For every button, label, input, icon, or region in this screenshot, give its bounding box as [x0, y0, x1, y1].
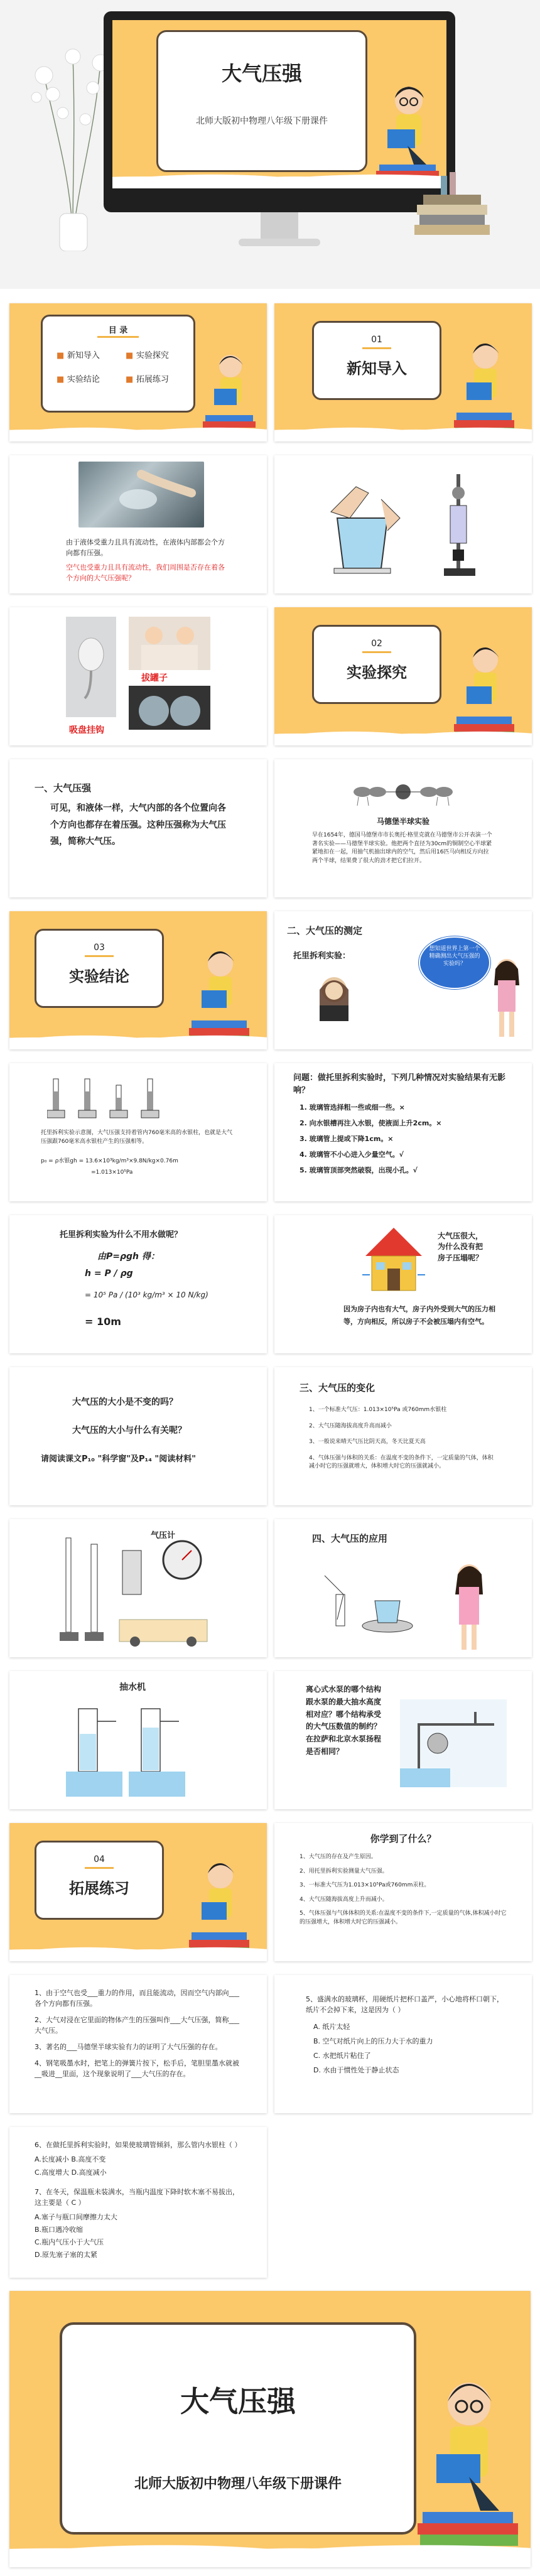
section-01-clouds — [274, 414, 532, 441]
exercise-option: D.原先塞子塞的太紧 — [35, 2251, 97, 2259]
water-formula-4: = 10m — [85, 1316, 121, 1328]
house-illustration — [362, 1225, 425, 1294]
section-01-bar — [362, 347, 391, 349]
section-02-bar — [362, 651, 391, 653]
exercise-3-list — [35, 2140, 242, 2260]
summary-list — [300, 1853, 507, 1927]
slide-intro — [9, 455, 267, 593]
calc-formula-2: =1.013×10⁵Pa — [91, 1169, 133, 1176]
centrifugal-pump-diagram — [400, 1699, 507, 1787]
change-q3: 请阅读课文P₁₀ "科学窗"及P₁₄ "阅读材料" — [41, 1454, 196, 1464]
exercise-item: 7、在冬天，保温瓶未装满水，当瓶内温度下降时软木塞不易拔出，这主要是（ C ） — [35, 2188, 239, 2207]
pump-label: 抽水机 — [119, 1682, 146, 1692]
slide-house — [274, 1215, 532, 1353]
slide-measure — [274, 911, 532, 1049]
torricelli-portrait — [312, 971, 356, 1021]
barometer-label: 气压计 — [151, 1531, 176, 1540]
magdeburg-caption: 马德堡半球实验 — [376, 817, 429, 826]
exercise-item: 5、盛满水的玻璃杯，用硬纸片把杯口盖严，小心地将杯口朝下，纸片不会掉下来，这是因为（ ） — [306, 1995, 504, 2015]
change-item: 1、一个标准大气压：1.013×10⁵Pa 或760mm水银柱 — [309, 1407, 447, 1413]
application-heading: 四、大气压的应用 — [312, 1533, 388, 1544]
exercise-1-list — [35, 1988, 242, 2079]
slide-section-02 — [274, 607, 532, 745]
question-item: 4. 玻璃管不小心进入少量空气。√ — [300, 1150, 404, 1159]
slide-final — [9, 2291, 531, 2567]
section-03-num: 03 — [94, 943, 105, 953]
summary-item: 1、大气压的存在及产生原因。 — [300, 1854, 377, 1860]
monitor — [104, 11, 455, 212]
measure-heading: 二、大气压的测定 — [287, 925, 363, 936]
water-formula-1: 由P=ρgh 得： — [97, 1252, 159, 1262]
exercise-option: A.长度减小 B.高度不变 — [35, 2155, 106, 2164]
speech-bubble-text: 想知道世界上第一个精确测出大气压强的实验吗？ — [429, 946, 480, 968]
section-03-clouds — [9, 1022, 267, 1049]
exercise-option: D. 水由于惯性处于静止状态 — [313, 2066, 399, 2075]
summary-heading: 你学到了什么？ — [370, 1833, 436, 1844]
house-question: 大气压很大，为什么没有把房子压塌呢？ — [438, 1231, 483, 1262]
change-q2: 大气压的大小与什么有关呢？ — [72, 1426, 186, 1436]
slide-exercise-3 — [9, 2127, 267, 2278]
change-item: 3、一般说来晴天气压比阴天高，冬天比夏天高 — [309, 1439, 426, 1445]
application-illustrations — [312, 1557, 513, 1651]
slide-question — [274, 1063, 532, 1201]
exercise-option: A.塞子与瓶口间摩擦力太大 — [35, 2213, 117, 2222]
water-formula-3: = 10⁵ Pa / (10³ kg/m³ × 10 N/kg) — [85, 1291, 208, 1299]
exercise-item: 3、著名的___马德堡半球实验有力的证明了大气压强的存在。 — [35, 2043, 222, 2052]
books-decoration — [408, 163, 496, 245]
slide-pump — [9, 1671, 267, 1809]
house-body: 因为房子内也有大气，房子内外受到大气的压力相等，方向相反，所以房子不会被压塌内有空气。 — [343, 1305, 495, 1326]
calc-text: 托里拆利实验示意图，大气压强支持着管内760毫米高的水银柱，也就是大气压强跟760毫米高水银柱产生的压强相等。 — [41, 1130, 233, 1145]
section-02-title: 实验探究 — [347, 664, 407, 681]
cupping-label: 拔罐子 — [141, 673, 168, 683]
exercise-option: A. 纸片太轻 — [313, 2023, 350, 2032]
slide-summary — [274, 1823, 532, 1961]
toc-heading: 目 录 — [108, 326, 128, 335]
slide-toc — [9, 303, 267, 441]
question-list — [300, 1102, 513, 1181]
slide-torricelli-calc — [9, 1063, 267, 1201]
slide-magdeburg — [274, 759, 532, 897]
slide-glass-experiment — [274, 455, 532, 593]
calc-formula-1: p₀ = ρ水银gh = 13.6×10³kg/m³×9.8N/kg×0.76m — [41, 1158, 178, 1164]
exercise-2-list — [306, 1994, 507, 2075]
pump-question: 离心式水泵的哪个结构跟水泵的最大抽水高度相对应？哪个结构承受的大气压数值的制约？在拉萨和北京水泵扬程是否相同？ — [306, 1685, 382, 1756]
slide-section-03 — [9, 911, 267, 1049]
apparatus-illustration — [431, 468, 488, 581]
concept-heading: 一、大气压强 — [35, 782, 92, 794]
exercise-option: B.瓶口遇冷收缩 — [35, 2226, 84, 2234]
exercise-option: C.瓶内气压小于大气压 — [35, 2238, 104, 2247]
section-02-clouds — [274, 718, 532, 745]
slide-pump-question — [274, 1671, 532, 1809]
section-04-num: 04 — [94, 1854, 105, 1864]
hero-slide — [112, 20, 446, 188]
toc-clouds — [9, 414, 267, 441]
slide-change-questions — [9, 1367, 267, 1505]
measure-sub: 托里拆利实验： — [293, 951, 351, 961]
water-formula-2: h = P / ρg — [85, 1269, 133, 1279]
cups-photo — [129, 686, 210, 730]
summary-item: 5、气体压强与气体体积的关系:在温度不变的条件下,一定质量的气体,体积减小时它的压强增大，体积增大时它的压强减小。 — [300, 1910, 507, 1925]
change-heading: 三、大气压的变化 — [300, 1382, 375, 1394]
exercise-item: 1、由于空气也受___重力的作用，而且能流动，因而空气内部向___各个方向都有压强。 — [35, 1989, 239, 2008]
slide-exercise-2 — [274, 1975, 532, 2113]
exercise-option: B. 空气对纸片向上的压力大于水的重力 — [313, 2037, 433, 2046]
slide-water — [9, 1215, 267, 1353]
magdeburg-illustration — [350, 767, 456, 811]
cupping-photo — [129, 617, 210, 670]
final-subtitle: 北师大版初中物理八年级下册课件 — [134, 2476, 342, 2492]
hero-frame — [156, 30, 367, 172]
toc-item-3[interactable]: ■ 实验结论 — [57, 375, 100, 384]
slide-section-04 — [9, 1823, 267, 1961]
intro-text-1: 由于液体受重力且具有流动性，在液体内部都会个方向都有压强。 — [66, 538, 225, 558]
summary-item: 2、用托里拆利实验测量大气压强。 — [300, 1868, 388, 1875]
hero-area — [0, 0, 540, 289]
slide-barometer — [9, 1519, 267, 1657]
exercise-option: C.高度增大 D.高度减小 — [35, 2168, 107, 2177]
final-clouds — [9, 2523, 531, 2567]
exercise-item: 6、在做托里拆利实验时，如果使玻璃管倾斜，那么管内水银柱（ ） — [35, 2141, 242, 2149]
concept-body: 可见，和液体一样，大气内部的各个位置向各个方向也都存在着压强。这种压强称为大气压强，简称大气压。 — [50, 803, 226, 847]
exercise-item: 2、大气对浸在它里面的物体产生的压强叫作___大气压强，简称___大气压。 — [35, 2016, 239, 2035]
change-list — [309, 1406, 497, 1471]
girl-illustration — [488, 955, 526, 1043]
tube-diagrams — [47, 1073, 166, 1123]
magdeburg-body: 早在1654年，德国马德堡市市长奥托·格里克就在马德堡市公开表演一个著名实验——马德堡半球实验。他把两个直径为30cm的铜制空心半球紧紧地扣在一起，用抽气机抽出球内的空气，然后用16匹马向相反方向拉两个半球，结果费了很大的劲才把它们拉开。 — [312, 832, 492, 864]
summary-item: 3、一标准大气压为1.013×10⁵Pa或760mm汞柱。 — [300, 1882, 430, 1888]
toc-item-4[interactable]: ■ 拓展练习 — [126, 375, 169, 384]
speech-bubble — [419, 936, 490, 989]
question-item: 1. 玻璃管选择粗一些或细一些。× — [300, 1103, 405, 1112]
toc-item-2[interactable]: ■ 实验探究 — [126, 351, 169, 360]
slide-experiments — [9, 607, 267, 745]
slide-change — [274, 1367, 532, 1505]
monitor-base — [239, 239, 320, 246]
exercise-option: C. 水把纸片粘住了 — [313, 2052, 371, 2060]
hero-subtitle: 北师大版初中物理八年级下册课件 — [196, 116, 328, 126]
section-04-bar — [85, 1867, 114, 1869]
suction-hook-label: 吸盘挂钩 — [69, 725, 104, 735]
final-frame — [60, 2322, 416, 2535]
slide-concept — [9, 759, 267, 897]
final-title: 大气压强 — [180, 2384, 296, 2418]
glass-cup-illustration — [318, 474, 406, 581]
question-heading: 问题：做托里拆利实验时，下列几种情况对实验结果有无影响？ — [293, 1073, 506, 1095]
slide-section-01 — [274, 303, 532, 441]
section-04-clouds — [9, 1934, 267, 1961]
section-03-title: 实验结论 — [69, 968, 129, 985]
exercise-item: 4、钢笔吸墨水时，把笔上的弹簧片按下，松手后，笔胆里墨水就被__吸进__里面，这个现象说明了___大气压的存在。 — [35, 2059, 239, 2079]
hero-title: 大气压强 — [221, 62, 302, 85]
section-02-num: 02 — [371, 639, 382, 649]
section-03-bar — [85, 955, 114, 957]
hero-clouds — [112, 161, 446, 188]
summary-item: 4、大气压随海拔高度上升而减小。 — [300, 1896, 388, 1903]
section-04-title: 拓展练习 — [69, 1880, 129, 1897]
section-01-num: 01 — [371, 335, 382, 345]
question-item: 5. 玻璃管顶部突然破裂，出现小孔。√ — [300, 1166, 418, 1174]
question-item: 3. 玻璃管上提或下降1cm。× — [300, 1135, 394, 1143]
question-item: 2. 向水银槽再注入水银，使液面上升2cm。× — [300, 1119, 442, 1127]
toc-item-1[interactable]: ■ 新知导入 — [57, 351, 100, 360]
barometer-illustrations — [60, 1525, 223, 1651]
change-q1: 大气压的大小是不变的吗？ — [72, 1397, 178, 1407]
change-item: 4、气体压强与体积的关系：在温度不变的条件下，一定质量的气体，体积减小时它的压强就增大，体积增大时它的压强就减小。 — [309, 1454, 494, 1469]
section-01-title: 新知导入 — [347, 360, 407, 377]
change-item: 2、大气压随海拔高度升高而减小 — [309, 1422, 392, 1429]
suction-hook-photo — [66, 617, 116, 717]
water-heading: 托里拆利实验为什么不用水做呢？ — [60, 1230, 183, 1240]
intro-text-2: 空气也受重力且具有流动性，我们周围是否存在着各个方向的大气压强呢？ — [66, 563, 225, 583]
slide-exercise-1 — [9, 1975, 267, 2113]
slide-application — [274, 1519, 532, 1657]
water-drop-photo — [78, 462, 204, 528]
pump-illustrations — [66, 1696, 223, 1803]
toc-underline — [97, 336, 139, 338]
